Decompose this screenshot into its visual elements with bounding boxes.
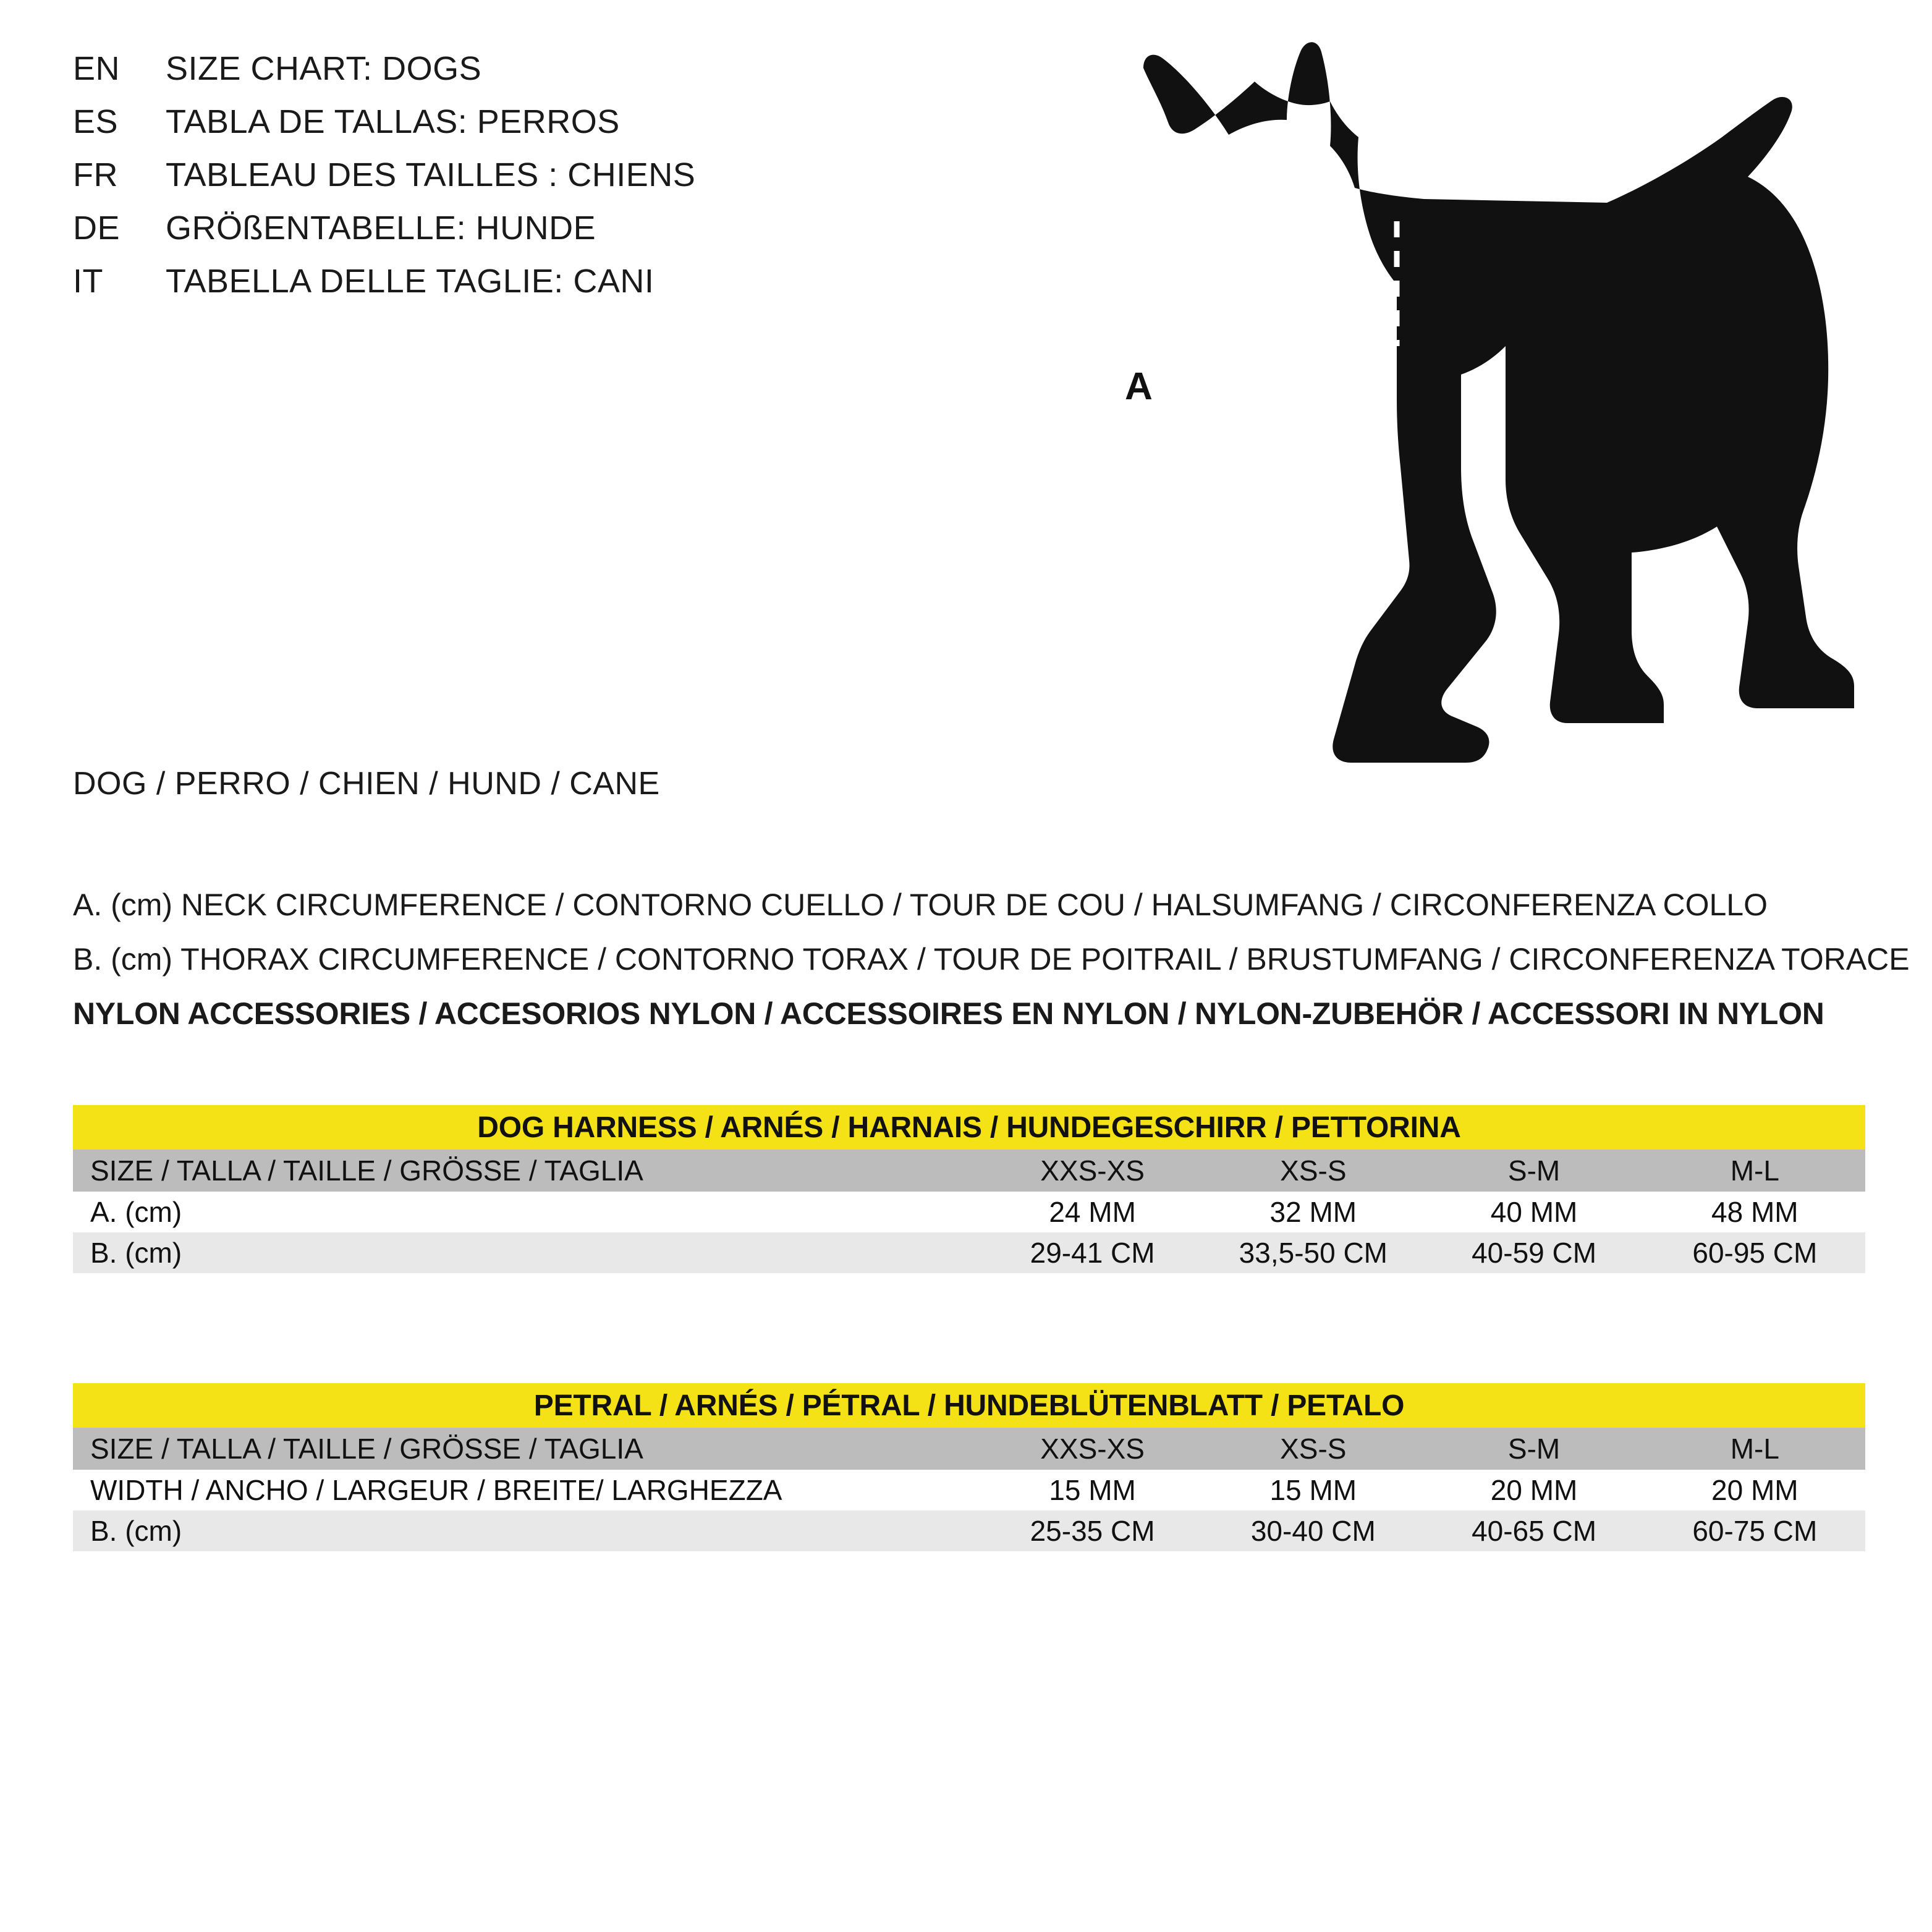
row-value: 32 MM [1203,1192,1423,1232]
row-value: 20 MM [1645,1470,1865,1510]
row-value: 40-65 CM [1423,1510,1644,1551]
petral-table [73,1383,1865,1551]
language-row [73,209,1000,262]
measurement-legend [73,878,1910,1041]
table-row [73,1192,1865,1232]
language-title-block [73,49,1000,315]
language-title: GRÖßENTABELLE: HUNDE [166,210,596,247]
dog-silhouette-icon [1051,25,1891,834]
table-header-size: M-L [1645,1150,1865,1192]
row-value: 60-75 CM [1645,1510,1865,1551]
language-title: TABLEAU DES TAILLES : CHIENS [166,156,696,193]
petral-table-wrap [73,1383,1865,1551]
table-title-row [73,1383,1865,1428]
table-row [73,1232,1865,1273]
table-header-size: XXS-XS [982,1428,1203,1470]
row-value: 40 MM [1423,1192,1644,1232]
language-row [73,49,1000,103]
table-header-size: XS-S [1203,1428,1423,1470]
row-label: WIDTH / ANCHO / LARGEUR / BREITE/ LARGHEZZA [73,1470,982,1510]
table-header-size: S-M [1423,1428,1644,1470]
dog-harness-table-wrap [73,1105,1865,1273]
table-header-row [73,1428,1865,1470]
table-header-size: XXS-XS [982,1150,1203,1192]
row-value: 25-35 CM [982,1510,1203,1551]
row-value: 30-40 CM [1203,1510,1423,1551]
language-row [73,156,1000,209]
language-code: FR [73,156,118,193]
row-value: 15 MM [982,1470,1203,1510]
language-code: DE [73,210,121,247]
row-value: 24 MM [982,1192,1203,1232]
language-title: TABLA DE TALLAS: PERROS [166,103,620,140]
row-value: 20 MM [1423,1470,1644,1510]
table-title-row [73,1105,1865,1150]
diagram-caption: DOG / PERRO / CHIEN / HUND / CANE [73,766,660,802]
row-value: 15 MM [1203,1470,1423,1510]
measure-line-a: A. (cm) NECK CIRCUMFERENCE / CONTORNO CUELLO / TOUR DE COU / HALSUMFANG / CIRCONFERENZA COLLO [73,888,1768,922]
language-row [73,262,1000,315]
language-code: EN [73,50,121,87]
language-title: SIZE CHART: DOGS [166,50,482,87]
row-label: B. (cm) [73,1232,982,1273]
measure-line-nylon: NYLON ACCESSORIES / ACCESORIOS NYLON / ACCESSOIRES EN NYLON / NYLON-ZUBEHÖR / ACCESSORI IN NYLON [73,996,1824,1031]
language-code: ES [73,103,119,140]
language-code: IT [73,263,103,300]
table-header-row [73,1150,1865,1192]
table-header-size: M-L [1645,1428,1865,1470]
table-header-size: XS-S [1203,1150,1423,1192]
table-header-size: S-M [1423,1150,1644,1192]
dog-harness-table [73,1105,1865,1273]
row-label: B. (cm) [73,1510,982,1551]
neck-measure-label: A [1125,365,1153,408]
table-row [73,1510,1865,1551]
language-title: TABELLA DELLE TAGLIE: CANI [166,263,655,300]
thorax-measure-label: B [1415,582,1443,624]
row-value: 60-95 CM [1645,1232,1865,1273]
table-row [73,1470,1865,1510]
measure-line-b: B. (cm) THORAX CIRCUMFERENCE / CONTORNO TORAX / TOUR DE POITRAIL / BRUSTUMFANG / CIRCONFERENZA TORACE [73,942,1910,977]
table-header-label: SIZE / TALLA / TAILLE / GRÖSSE / TAGLIA [73,1428,982,1470]
row-value: 40-59 CM [1423,1232,1644,1273]
row-value: 29-41 CM [982,1232,1203,1273]
row-value: 33,5-50 CM [1203,1232,1423,1273]
row-label: A. (cm) [73,1192,982,1232]
language-row [73,103,1000,156]
row-value: 48 MM [1645,1192,1865,1232]
table-header-label: SIZE / TALLA / TAILLE / GRÖSSE / TAGLIA [73,1150,982,1192]
table-title: PETRAL / ARNÉS / PÉTRAL / HUNDEBLÜTENBLATT / PETALO [73,1383,1865,1428]
table-title: DOG HARNESS / ARNÉS / HARNAIS / HUNDEGESCHIRR / PETTORINA [73,1105,1865,1150]
